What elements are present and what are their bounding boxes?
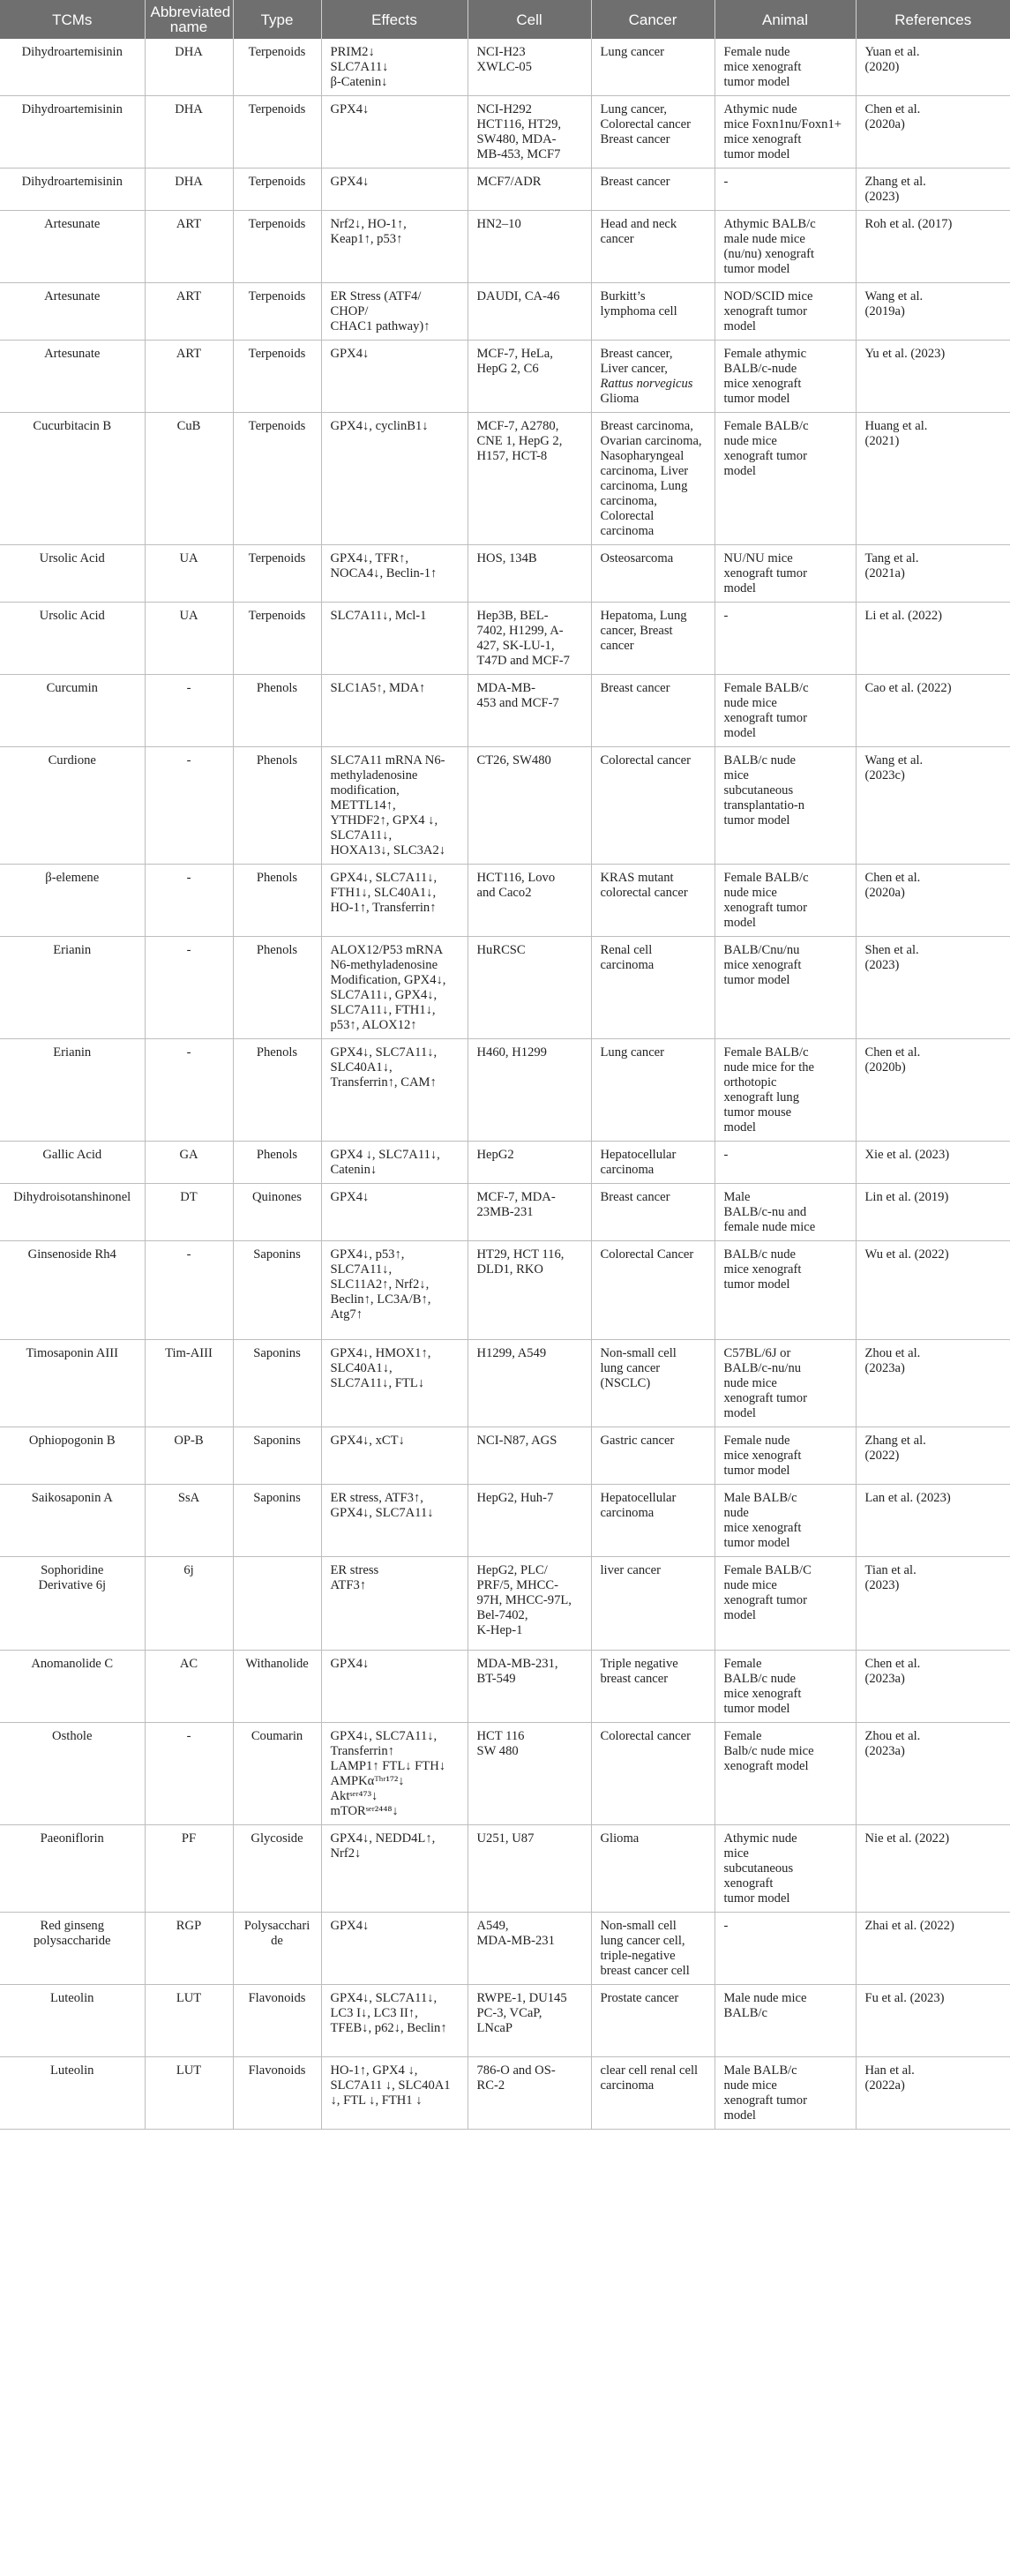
reference-cell: Chen et al. (2020b) xyxy=(856,1039,1010,1142)
abbreviation-cell: ART xyxy=(145,283,233,341)
effects-cell: GPX4↓, SLC7A11↓, LC3 I↓, LC3 II↑, TFEB↓, p62↓, Beclin↑ xyxy=(321,1985,468,2057)
table-row xyxy=(0,1039,1010,1142)
tcm-cell: Luteolin xyxy=(0,1985,145,2057)
type-cell: Phenols xyxy=(233,1142,321,1184)
cell-line-cell: HepG2, Huh-7 xyxy=(468,1485,591,1557)
cell-line-cell: HCT 116 SW 480 xyxy=(468,1723,591,1825)
reference-cell: Zhang et al. (2022) xyxy=(856,1427,1010,1485)
type-cell: Phenols xyxy=(233,747,321,865)
reference-cell: Nie et al. (2022) xyxy=(856,1825,1010,1913)
tcm-cell: Ursolic Acid xyxy=(0,545,145,603)
cell-line-cell: Hep3B, BEL- 7402, H1299, A- 427, SK-LU-1, T47D and MCF-7 xyxy=(468,603,591,675)
reference-cell: Fu et al. (2023) xyxy=(856,1985,1010,2057)
animal-cell: C57BL/6J or BALB/c-nu/nu nude mice xenograft tumor model xyxy=(714,1340,856,1427)
animal-cell: Athymic nude mice Foxn1nu/Foxn1+ mice xenograft tumor model xyxy=(714,96,856,168)
animal-cell: Female athymic BALB/c-nude mice xenograft tumor model xyxy=(714,341,856,413)
abbreviation-cell: UA xyxy=(145,545,233,603)
tcm-cell: Paeoniflorin xyxy=(0,1825,145,1913)
animal-cell: Female Balb/c nude mice xenograft model xyxy=(714,1723,856,1825)
tcm-cell: Timosaponin AIII xyxy=(0,1340,145,1427)
type-cell: Phenols xyxy=(233,865,321,937)
table-row xyxy=(0,96,1010,168)
abbreviation-cell: AC xyxy=(145,1651,233,1723)
effects-cell: SLC7A11↓, Mcl-1 xyxy=(321,603,468,675)
tcm-cell: Gallic Acid xyxy=(0,1142,145,1184)
type-cell: Coumarin xyxy=(233,1723,321,1825)
reference-cell: Shen et al. (2023) xyxy=(856,937,1010,1039)
cell-line-cell: NCI-N87, AGS xyxy=(468,1427,591,1485)
reference-cell: Han et al. (2022a) xyxy=(856,2057,1010,2130)
animal-cell: - xyxy=(714,1142,856,1184)
table-body xyxy=(0,39,1010,2130)
cancer-cell: Breast cancer xyxy=(591,168,714,211)
reference-cell: Zhou et al. (2023a) xyxy=(856,1340,1010,1427)
cancer-cell: Triple negative breast cancer xyxy=(591,1651,714,1723)
reference-cell: Zhang et al. (2023) xyxy=(856,168,1010,211)
table-row xyxy=(0,1241,1010,1340)
type-cell: Terpenoids xyxy=(233,96,321,168)
cancer-cell: KRAS mutant colorectal cancer xyxy=(591,865,714,937)
reference-cell: Li et al. (2022) xyxy=(856,603,1010,675)
abbreviation-cell: CuB xyxy=(145,413,233,545)
animal-cell: Female BALB/C nude mice xenograft tumor model xyxy=(714,1557,856,1651)
tcm-cell: Erianin xyxy=(0,937,145,1039)
reference-cell: Xie et al. (2023) xyxy=(856,1142,1010,1184)
tcm-cell: Saikosaponin A xyxy=(0,1485,145,1557)
abbreviation-cell: GA xyxy=(145,1142,233,1184)
table-row xyxy=(0,1557,1010,1651)
abbreviation-cell: PF xyxy=(145,1825,233,1913)
cancer-cell: Breast carcinoma, Ovarian carcinoma, Nasopharyngeal carcinoma, Liver carcinoma, Lung carcinoma, Colorectal carcinoma xyxy=(591,413,714,545)
reference-cell: Roh et al. (2017) xyxy=(856,211,1010,283)
table-row xyxy=(0,1985,1010,2057)
type-cell: Flavonoids xyxy=(233,2057,321,2130)
abbreviation-cell: ART xyxy=(145,211,233,283)
table-row xyxy=(0,39,1010,96)
tcm-cell: Curdione xyxy=(0,747,145,865)
tcm-cell: Dihydroisotanshinonel xyxy=(0,1184,145,1241)
table-row xyxy=(0,747,1010,865)
abbreviation-cell: 6j xyxy=(145,1557,233,1651)
cell-line-cell: MCF-7, HeLa, HepG 2, C6 xyxy=(468,341,591,413)
abbreviation-cell: - xyxy=(145,1723,233,1825)
abbreviation-cell: Tim-AIII xyxy=(145,1340,233,1427)
column-header: Animal xyxy=(714,0,856,39)
type-cell: Terpenoids xyxy=(233,545,321,603)
reference-cell: Huang et al. (2021) xyxy=(856,413,1010,545)
table-row xyxy=(0,413,1010,545)
cancer-cell: Colorectal Cancer xyxy=(591,1241,714,1340)
type-cell: Terpenoids xyxy=(233,413,321,545)
cancer-cell: Non-small cell lung cancer (NSCLC) xyxy=(591,1340,714,1427)
type-cell: Saponins xyxy=(233,1485,321,1557)
type-cell: Saponins xyxy=(233,1340,321,1427)
effects-cell: GPX4↓, NEDD4L↑, Nrf2↓ xyxy=(321,1825,468,1913)
abbreviation-cell: - xyxy=(145,675,233,747)
cancer-cell: Hepatocellular carcinoma xyxy=(591,1485,714,1557)
tcm-cell: Sophoridine Derivative 6j xyxy=(0,1557,145,1651)
column-header: References xyxy=(856,0,1010,39)
cell-line-cell: MCF-7, MDA- 23MB-231 xyxy=(468,1184,591,1241)
animal-cell: Male nude mice BALB/c xyxy=(714,1985,856,2057)
abbreviation-cell: SsA xyxy=(145,1485,233,1557)
type-cell: Terpenoids xyxy=(233,603,321,675)
cancer-cell: Head and neck cancer xyxy=(591,211,714,283)
cancer-cell: Non-small cell lung cancer cell, triple-negative breast cancer cell xyxy=(591,1913,714,1985)
table-row xyxy=(0,168,1010,211)
cancer-cell: Breast cancer xyxy=(591,675,714,747)
table-row xyxy=(0,1340,1010,1427)
cell-line-cell: HuRCSC xyxy=(468,937,591,1039)
reference-cell: Wang et al. (2019a) xyxy=(856,283,1010,341)
cancer-cell: Lung cancer xyxy=(591,1039,714,1142)
cancer-cell: Renal cell carcinoma xyxy=(591,937,714,1039)
animal-cell: Female BALB/c nude mice xenograft tumor model xyxy=(714,865,856,937)
abbreviation-cell: DT xyxy=(145,1184,233,1241)
cell-line-cell: H1299, A549 xyxy=(468,1340,591,1427)
abbreviation-cell: DHA xyxy=(145,39,233,96)
reference-cell: Tian et al. (2023) xyxy=(856,1557,1010,1651)
effects-cell: PRIM2↓ SLC7A11↓ β-Catenin↓ xyxy=(321,39,468,96)
cell-line-cell: HN2–10 xyxy=(468,211,591,283)
type-cell: Terpenoids xyxy=(233,341,321,413)
animal-cell: BALB/c nude mice subcutaneous transplantatio-n tumor model xyxy=(714,747,856,865)
table-row xyxy=(0,211,1010,283)
tcm-cell: Artesunate xyxy=(0,211,145,283)
animal-cell: Male BALB/c-nu and female nude mice xyxy=(714,1184,856,1241)
effects-cell: GPX4↓ xyxy=(321,96,468,168)
table-row xyxy=(0,341,1010,413)
animal-cell: - xyxy=(714,1913,856,1985)
type-cell: Terpenoids xyxy=(233,39,321,96)
abbreviation-cell: OP-B xyxy=(145,1427,233,1485)
tcm-cell: Ginsenoside Rh4 xyxy=(0,1241,145,1340)
tcm-cell: Luteolin xyxy=(0,2057,145,2130)
effects-cell: GPX4↓, SLC7A11↓, FTH1↓, SLC40A1↓, HO-1↑, Transferrin↑ xyxy=(321,865,468,937)
cancer-cell: Hepatocellular carcinoma xyxy=(591,1142,714,1184)
tcm-cell: Curcumin xyxy=(0,675,145,747)
abbreviation-cell: UA xyxy=(145,603,233,675)
type-cell: Glycoside xyxy=(233,1825,321,1913)
tcm-cell: Artesunate xyxy=(0,341,145,413)
cell-line-cell: RWPE-1, DU145 PC-3, VCaP, LNcaP xyxy=(468,1985,591,2057)
cell-line-cell: H460, H1299 xyxy=(468,1039,591,1142)
animal-cell: Female BALB/c nude mice xenograft tumor model xyxy=(714,675,856,747)
abbreviation-cell: - xyxy=(145,747,233,865)
cancer-cell: Glioma xyxy=(591,1825,714,1913)
type-cell: Phenols xyxy=(233,1039,321,1142)
type-cell: Terpenoids xyxy=(233,211,321,283)
table-row xyxy=(0,1913,1010,1985)
type-cell: Terpenoids xyxy=(233,283,321,341)
animal-cell: Female nude mice xenograft tumor model xyxy=(714,1427,856,1485)
cell-line-cell: HepG2 xyxy=(468,1142,591,1184)
cancer-cell: Colorectal cancer xyxy=(591,1723,714,1825)
cancer-cell: Lung cancer xyxy=(591,39,714,96)
cancer-cell: Hepatoma, Lung cancer, Breast cancer xyxy=(591,603,714,675)
column-header: Effects xyxy=(321,0,468,39)
reference-cell: Zhai et al. (2022) xyxy=(856,1913,1010,1985)
effects-cell: GPX4↓, cyclinB1↓ xyxy=(321,413,468,545)
effects-cell: GPX4↓, p53↑, SLC7A11↓, SLC11A2↑, Nrf2↓, Beclin↑, LC3A/B↑, Atg7↑ xyxy=(321,1241,468,1340)
effects-cell: SLC7A11 mRNA N6- methyladenosine modification, METTL14↑, YTHDF2↑, GPX4 ↓, SLC7A11↓, HOXA13↓, SLC3A2↓ xyxy=(321,747,468,865)
animal-cell: Athymic nude mice subcutaneous xenograft tumor model xyxy=(714,1825,856,1913)
tcm-cell: Dihydroartemisinin xyxy=(0,168,145,211)
animal-cell: Male BALB/c nude mice xenograft tumor model xyxy=(714,1485,856,1557)
cell-line-cell: HOS, 134B xyxy=(468,545,591,603)
tcm-cell: Dihydroartemisinin xyxy=(0,39,145,96)
type-cell: Withanolide xyxy=(233,1651,321,1723)
cancer-cell: Osteosarcoma xyxy=(591,545,714,603)
reference-cell: Tang et al. (2021a) xyxy=(856,545,1010,603)
cell-line-cell: MDA-MB- 453 and MCF-7 xyxy=(468,675,591,747)
effects-cell: GPX4↓ xyxy=(321,1184,468,1241)
table-row xyxy=(0,1427,1010,1485)
column-header: Cell xyxy=(468,0,591,39)
animal-cell: Female BALB/c nude mice xenograft tumor model xyxy=(714,1651,856,1723)
effects-cell: GPX4↓, TFR↑, NOCA4↓, Beclin-1↑ xyxy=(321,545,468,603)
animal-cell: - xyxy=(714,603,856,675)
table-row xyxy=(0,603,1010,675)
animal-cell: NOD/SCID mice xenograft tumor model xyxy=(714,283,856,341)
cancer-cell: Prostate cancer xyxy=(591,1985,714,2057)
table-row xyxy=(0,1825,1010,1913)
table-row xyxy=(0,1723,1010,1825)
cell-line-cell: DAUDI, CA-46 xyxy=(468,283,591,341)
table-row xyxy=(0,545,1010,603)
cell-line-cell: 786-O and OS- RC-2 xyxy=(468,2057,591,2130)
cancer-cell: clear cell renal cell carcinoma xyxy=(591,2057,714,2130)
cancer-cell: Lung cancer, Colorectal cancer Breast cancer xyxy=(591,96,714,168)
type-cell: Saponins xyxy=(233,1241,321,1340)
reference-cell: Chen et al. (2020a) xyxy=(856,865,1010,937)
cancer-cell: Breast cancer, Liver cancer, Rattus norvegicus Glioma xyxy=(591,341,714,413)
abbreviation-cell: - xyxy=(145,1039,233,1142)
reference-cell: Chen et al. (2023a) xyxy=(856,1651,1010,1723)
cancer-cell: Breast cancer xyxy=(591,1184,714,1241)
reference-cell: Yu et al. (2023) xyxy=(856,341,1010,413)
cell-line-cell: MCF7/ADR xyxy=(468,168,591,211)
table-row xyxy=(0,1142,1010,1184)
effects-cell: GPX4↓, SLC7A11↓, Transferrin↑ LAMP1↑ FTL↓ FTH↓ AMPKαᵀʰʳ¹⁷²↓ Aktˢᵉʳ⁴⁷³↓ mTORˢᵉʳ²⁴⁴⁸↓ xyxy=(321,1723,468,1825)
tcm-cell: Ursolic Acid xyxy=(0,603,145,675)
abbreviation-cell: - xyxy=(145,937,233,1039)
table-row xyxy=(0,675,1010,747)
reference-cell: Chen et al. (2020a) xyxy=(856,96,1010,168)
effects-cell: GPX4↓, SLC7A11↓, SLC40A1↓, Transferrin↑, CAM↑ xyxy=(321,1039,468,1142)
effects-cell: ER stress, ATF3↑, GPX4↓, SLC7A11↓ xyxy=(321,1485,468,1557)
animal-cell: NU/NU mice xenograft tumor model xyxy=(714,545,856,603)
cancer-cell: Colorectal cancer xyxy=(591,747,714,865)
abbreviation-cell: - xyxy=(145,1241,233,1340)
tcm-cell: Artesunate xyxy=(0,283,145,341)
animal-cell: Athymic BALB/c male nude mice (nu/nu) xenograft tumor model xyxy=(714,211,856,283)
reference-cell: Lin et al. (2019) xyxy=(856,1184,1010,1241)
column-header: Type xyxy=(233,0,321,39)
abbreviation-cell: LUT xyxy=(145,2057,233,2130)
effects-cell: ER Stress (ATF4/ CHOP/ CHAC1 pathway)↑ xyxy=(321,283,468,341)
type-cell: Quinones xyxy=(233,1184,321,1241)
animal-cell: BALB/Cnu/nu mice xenograft tumor model xyxy=(714,937,856,1039)
table-row xyxy=(0,1651,1010,1723)
table-row xyxy=(0,1485,1010,1557)
cancer-cell: Burkitt’s lymphoma cell xyxy=(591,283,714,341)
reference-cell: Yuan et al. (2020) xyxy=(856,39,1010,96)
effects-cell: Nrf2↓, HO-1↑, Keap1↑, p53↑ xyxy=(321,211,468,283)
tcm-cell: β-elemene xyxy=(0,865,145,937)
animal-cell: Female BALB/c nude mice for the orthotopic xenograft lung tumor mouse model xyxy=(714,1039,856,1142)
abbreviation-cell: ART xyxy=(145,341,233,413)
cancer-cell: liver cancer xyxy=(591,1557,714,1651)
type-cell: Terpenoids xyxy=(233,168,321,211)
abbreviation-cell: DHA xyxy=(145,168,233,211)
abbreviation-cell: LUT xyxy=(145,1985,233,2057)
effects-cell: GPX4↓ xyxy=(321,1913,468,1985)
table-row xyxy=(0,865,1010,937)
column-header: Cancer xyxy=(591,0,714,39)
cell-line-cell: MDA-MB-231, BT-549 xyxy=(468,1651,591,1723)
effects-cell: GPX4↓ xyxy=(321,1651,468,1723)
animal-cell: BALB/c nude mice xenograft tumor model xyxy=(714,1241,856,1340)
tcm-cell: Erianin xyxy=(0,1039,145,1142)
reference-cell: Lan et al. (2023) xyxy=(856,1485,1010,1557)
type-cell: Polysaccharide xyxy=(233,1913,321,1985)
abbreviation-cell: - xyxy=(145,865,233,937)
cancer-cell: Gastric cancer xyxy=(591,1427,714,1485)
reference-cell: Cao et al. (2022) xyxy=(856,675,1010,747)
reference-cell: Wang et al. (2023c) xyxy=(856,747,1010,865)
type-cell xyxy=(233,1557,321,1651)
cell-line-cell: HepG2, PLC/ PRF/5, MHCC- 97H, MHCC-97L, Bel-7402, K-Hep-1 xyxy=(468,1557,591,1651)
reference-cell: Zhou et al. (2023a) xyxy=(856,1723,1010,1825)
table-header xyxy=(0,0,1010,39)
cell-line-cell: A549, MDA-MB-231 xyxy=(468,1913,591,1985)
table-row xyxy=(0,937,1010,1039)
animal-cell: - xyxy=(714,168,856,211)
column-header: Abbreviated name xyxy=(145,0,233,39)
effects-cell: GPX4↓ xyxy=(321,168,468,211)
effects-cell: ALOX12/P53 mRNA N6-methyladenosine Modification, GPX4↓, SLC7A11↓, GPX4↓, SLC7A11↓, FTH1↓, p53↑, ALOX12↑ xyxy=(321,937,468,1039)
type-cell: Phenols xyxy=(233,937,321,1039)
cell-line-cell: NCI-H292 HCT116, HT29, SW480, MDA- MB-453, MCF7 xyxy=(468,96,591,168)
effects-cell: GPX4↓ xyxy=(321,341,468,413)
table-row xyxy=(0,283,1010,341)
animal-cell: Female BALB/c nude mice xenograft tumor model xyxy=(714,413,856,545)
effects-cell: SLC1A5↑, MDA↑ xyxy=(321,675,468,747)
table-row xyxy=(0,1184,1010,1241)
animal-cell: Female nude mice xenograft tumor model xyxy=(714,39,856,96)
tcm-cell: Dihydroartemisinin xyxy=(0,96,145,168)
table-row xyxy=(0,2057,1010,2130)
effects-cell: GPX4 ↓, SLC7A11↓, Catenin↓ xyxy=(321,1142,468,1184)
effects-cell: ER stress ATF3↑ xyxy=(321,1557,468,1651)
effects-cell: GPX4↓, HMOX1↑, SLC40A1↓, SLC7A11↓, FTL↓ xyxy=(321,1340,468,1427)
cell-line-cell: CT26, SW480 xyxy=(468,747,591,865)
cell-line-cell: U251, U87 xyxy=(468,1825,591,1913)
tcm-cell: Red ginseng polysaccharide xyxy=(0,1913,145,1985)
cell-line-cell: MCF-7, A2780, CNE 1, HepG 2, H157, HCT-8 xyxy=(468,413,591,545)
tcm-cell: Ophiopogonin B xyxy=(0,1427,145,1485)
cell-line-cell: NCI-H23 XWLC-05 xyxy=(468,39,591,96)
tcm-cell: Anomanolide C xyxy=(0,1651,145,1723)
abbreviation-cell: DHA xyxy=(145,96,233,168)
reference-cell: Wu et al. (2022) xyxy=(856,1241,1010,1340)
type-cell: Phenols xyxy=(233,675,321,747)
cell-line-cell: HT29, HCT 116, DLD1, RKO xyxy=(468,1241,591,1340)
effects-cell: HO-1↑, GPX4 ↓, SLC7A11 ↓, SLC40A1 ↓, FTL ↓, FTH1 ↓ xyxy=(321,2057,468,2130)
column-header: TCMs xyxy=(0,0,145,39)
type-cell: Saponins xyxy=(233,1427,321,1485)
cell-line-cell: HCT116, Lovo and Caco2 xyxy=(468,865,591,937)
effects-cell: GPX4↓, xCT↓ xyxy=(321,1427,468,1485)
tcm-cell: Cucurbitacin B xyxy=(0,413,145,545)
header-row xyxy=(0,0,1010,39)
tcm-cell: Osthole xyxy=(0,1723,145,1825)
abbreviation-cell: RGP xyxy=(145,1913,233,1985)
type-cell: Flavonoids xyxy=(233,1985,321,2057)
animal-cell: Male BALB/c nude mice xenograft tumor model xyxy=(714,2057,856,2130)
